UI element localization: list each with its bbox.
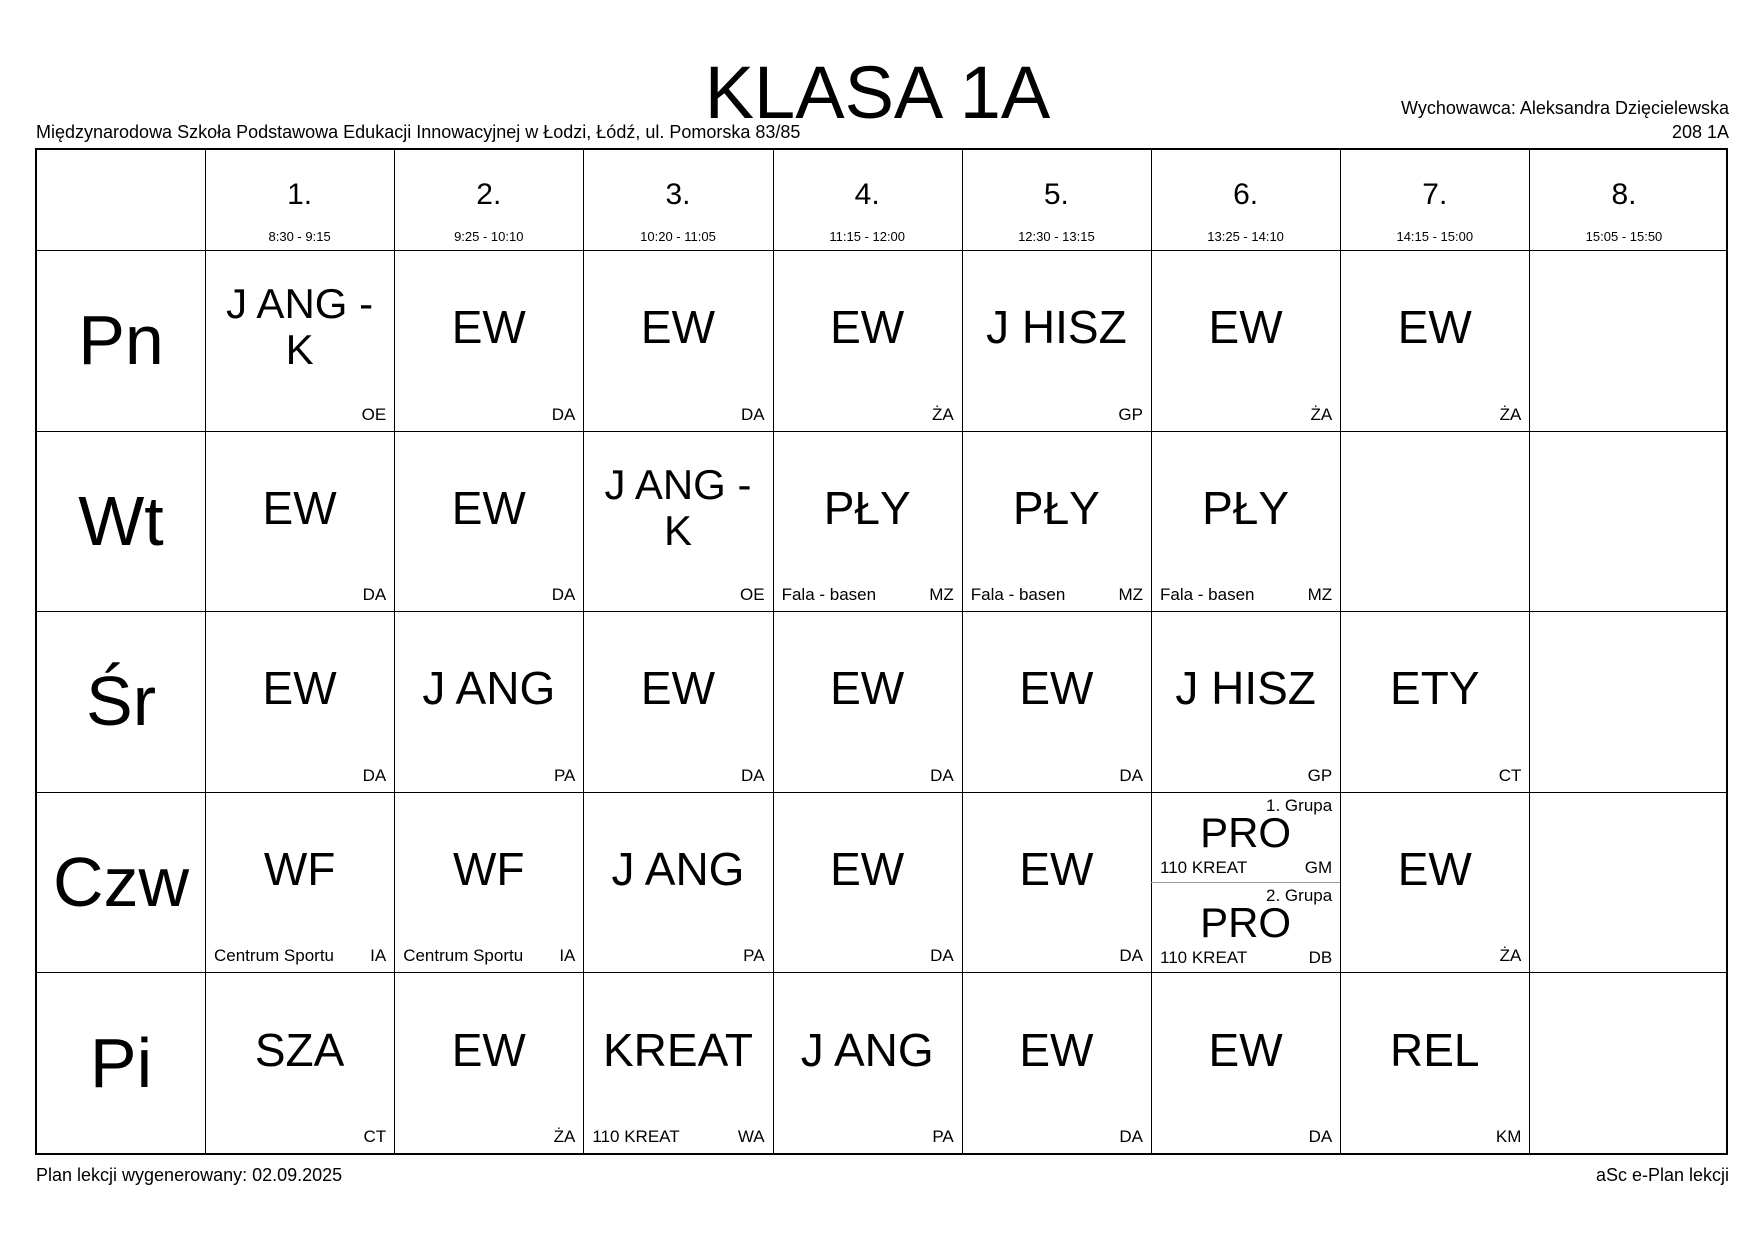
lesson-teacher: DA [551,404,576,424]
lesson-cell [962,431,1151,612]
lesson-teacher: GP [1307,765,1333,785]
lesson-teacher: PA [553,765,576,785]
period-number: 7. [1422,178,1448,211]
lesson-cell [583,431,772,612]
lesson-cell [205,972,394,1153]
period-time: 15:05 - 15:50 [1585,229,1663,244]
lesson-teacher: ŻA [1499,404,1522,424]
lesson-subject: EW [262,481,337,534]
lesson-cell [1340,792,1529,973]
lesson-teacher: OE [740,585,765,605]
day-cell [37,611,205,792]
lesson-teacher: WA [737,1126,765,1146]
day-label: Pi [89,1023,153,1102]
day-label: Czw [52,843,190,922]
lesson-cell [583,972,772,1153]
lesson-teacher: IA [559,946,576,966]
lesson-cell [1340,611,1529,792]
lesson-cell [1151,972,1340,1153]
lesson-teacher: GM [1304,857,1333,877]
class-teacher: Wychowawca: Aleksandra Dzięcielewska [1401,98,1729,118]
lesson-teacher: MZ [929,585,954,605]
lesson-cell [205,611,394,792]
lesson-subject: EW [640,662,716,715]
lesson-subject: WF [263,843,336,896]
period-header [773,150,962,250]
lesson-teacher: KM [1495,1126,1522,1146]
lesson-teacher: CT [363,1126,387,1146]
day-label: Śr [86,662,156,741]
lesson-teacher: DA [1308,1126,1333,1146]
lesson-teacher: GP [1118,404,1143,424]
period-header [1529,150,1718,250]
period-header [583,150,772,250]
group-divider [1151,882,1340,883]
lesson-cell [1151,792,1340,973]
lesson-subject: J HISZ [1175,662,1316,715]
day-label: Wt [78,481,164,560]
period-header [962,150,1151,250]
school-name: Międzynarodowa Szkoła Podstawowa Edukacji Innowacyjnej w Łodzi, Łódź, ul. Pomorska 83/85 [36,122,801,142]
lesson-teacher: DA [930,765,954,785]
day-cell [37,431,205,612]
lesson-cell [1340,250,1529,431]
lesson-subject: EW [830,301,905,354]
lesson-subject: EW [1019,662,1094,715]
page-title: KLASA 1A [704,51,1051,134]
group-lesson [1151,792,1340,882]
lesson-subject: EW [451,481,526,534]
period-header [205,150,394,250]
lesson-cell [1151,250,1340,431]
period-time: 10:20 - 11:05 [640,229,716,244]
lesson-subject: SZA [254,1023,345,1076]
lesson-subject: EW [1019,843,1094,896]
lesson-teacher: DA [362,585,387,605]
lesson-subject: EW [1208,301,1283,354]
classroom: 208 1A [1671,122,1729,142]
lesson-cell [394,792,583,973]
lesson-cell [205,431,394,612]
lesson-cell [394,972,583,1153]
lesson-place: Centrum Sportu [214,946,334,966]
day-cell [37,972,205,1153]
day-cell [37,250,205,431]
period-header [1151,150,1340,250]
lesson-subject: EW [830,843,905,896]
lesson-place: Fala - basen [970,585,1066,605]
period-number: 6. [1233,178,1259,211]
lesson-subject: PŁY [1202,481,1290,534]
generated-date: Plan lekcji wygenerowany: 02.09.2025 [36,1165,343,1185]
lesson-cell [1529,431,1718,612]
lesson-subject: J HISZ [986,301,1127,354]
lesson-cell [962,250,1151,431]
lesson-subject: EW [451,1023,526,1076]
lesson-place: Fala - basen [1160,585,1255,605]
lesson-teacher: IA [370,946,387,966]
lesson-place: 110 KREAT [592,1126,680,1146]
group-label: 1. Grupa [1266,795,1333,815]
timetable-grid [35,148,1728,1155]
lesson-teacher: DB [1308,947,1333,967]
lesson-subject: J ANG [422,662,556,715]
lesson-teacher: DA [930,946,954,966]
lesson-cell [773,611,962,792]
lesson-teacher: DA [551,585,576,605]
lesson-teacher: DA [740,404,765,424]
period-time: 14:15 - 15:00 [1396,229,1474,244]
lesson-cell [1340,431,1529,612]
group-label: 2. Grupa [1266,885,1333,905]
lesson-subject: ETY [1390,662,1480,715]
lesson-teacher: CT [1498,765,1522,785]
lesson-cell [773,792,962,973]
lesson-subject: EW [640,301,716,354]
period-header [394,150,583,250]
lesson-teacher: ŻA [1310,404,1333,424]
lesson-cell [962,611,1151,792]
period-number: 2. [476,178,502,211]
lesson-teacher: PA [932,1126,954,1146]
lesson-teacher: PA [743,946,765,966]
lesson-subject: EW [262,662,337,715]
lesson-cell [1529,611,1718,792]
period-time: 8:30 - 9:15 [268,229,331,244]
lesson-teacher: DA [1119,946,1143,966]
lesson-cell [1151,431,1340,612]
lesson-teacher: ŻA [553,1126,576,1146]
period-number: 8. [1611,178,1637,211]
period-number: 4. [854,178,880,211]
lesson-subject: PRO [1200,808,1292,856]
period-time: 9:25 - 10:10 [454,229,524,244]
lesson-teacher: DA [740,765,765,785]
period-number: 5. [1043,178,1069,211]
lesson-cell [1151,611,1340,792]
lesson-cell [583,250,772,431]
lesson-place: Centrum Sportu [403,946,524,966]
lesson-subject: EW [451,301,526,354]
lesson-subject: EW [1397,843,1472,896]
lesson-subject: KREAT [603,1023,753,1076]
period-time: 13:25 - 14:10 [1207,229,1284,244]
lesson-place: 110 KREAT [1160,857,1248,877]
lesson-subject: EW [830,662,905,715]
lesson-cell [962,792,1151,973]
lesson-teacher: OE [361,404,387,424]
lesson-subject: REL [1390,1023,1480,1076]
lesson-subject: PRO [1200,898,1292,946]
period-time: 11:15 - 12:00 [829,229,906,244]
lesson-cell [205,250,394,431]
lesson-subject: EW [1397,301,1472,354]
period-time: 12:30 - 13:15 [1018,229,1095,244]
app-brand: aSc e-Plan lekcji [1595,1165,1729,1185]
lesson-cell [583,611,772,792]
day-cell [37,792,205,973]
lesson-cell [394,250,583,431]
lesson-cell [1340,972,1529,1153]
lesson-cell [962,972,1151,1153]
lesson-cell [394,611,583,792]
lesson-teacher: DA [1119,1126,1143,1146]
lesson-subject: EW [1208,1023,1283,1076]
lesson-teacher: ŻA [1499,946,1522,966]
lesson-subject: PŁY [823,481,911,534]
lesson-teacher: DA [362,765,387,785]
lesson-place: 110 KREAT [1160,947,1248,967]
lesson-cell [583,792,772,973]
period-header [1340,150,1529,250]
lesson-teacher: MZ [1118,585,1143,605]
lesson-cell [1529,250,1718,431]
lesson-subject: WF [453,843,525,896]
lesson-place: Fala - basen [781,585,877,605]
lesson-cell [773,250,962,431]
lesson-cell [773,972,962,1153]
lesson-cell [1529,972,1718,1153]
lesson-teacher: MZ [1307,585,1333,605]
group-lesson [1151,882,1340,972]
lesson-cell [1529,792,1718,973]
lesson-teacher: DA [1119,765,1143,785]
lesson-teacher: ŻA [932,404,954,424]
period-number: 3. [665,178,691,211]
day-label: Pn [78,301,164,380]
lesson-subject: J ANG - K [604,460,752,554]
lesson-subject: J ANG [611,843,745,896]
lesson-subject: J ANG [800,1023,934,1076]
lesson-subject: J ANG - K [226,280,374,374]
lesson-cell [394,431,583,612]
lesson-subject: PŁY [1012,481,1100,534]
period-number: 1. [287,178,313,211]
lesson-cell [205,792,394,973]
lesson-cell [773,431,962,612]
lesson-subject: EW [1019,1023,1094,1076]
